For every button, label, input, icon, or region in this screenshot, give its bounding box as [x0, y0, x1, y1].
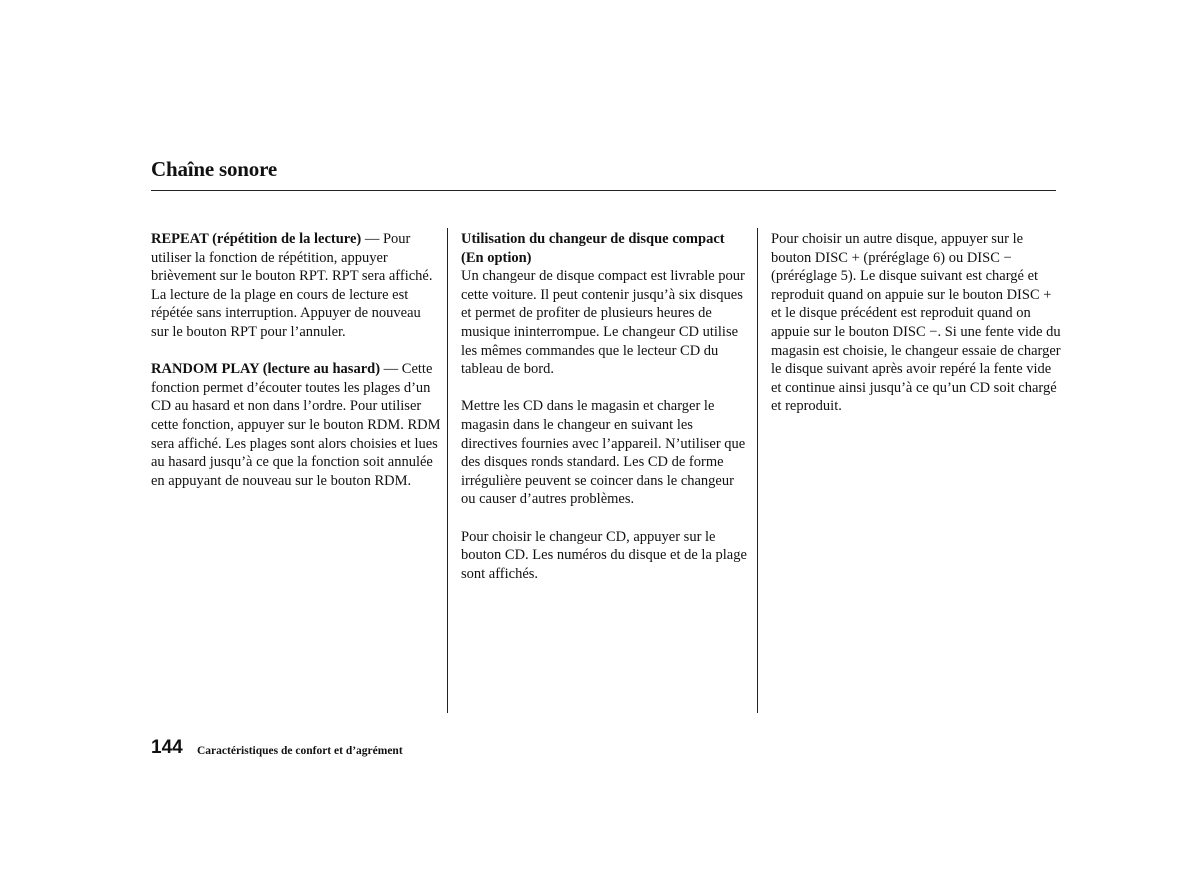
- random-play-paragraph: [151, 360, 441, 490]
- repeat-heading: REPEAT (répétition de la lecture): [151, 231, 362, 247]
- section-footer: Caractéristiques de confort et d’agrément: [197, 745, 403, 757]
- select-disc-paragraph: Pour choisir un autre disque, appuyer sur le bouton DISC + (préréglage 6) ou DISC − (préréglage 5). Le disque suivant est chargé et reproduit quand on appuie sur le bouton DISC + et le disque précédent est reproduit quand on appuie sur le bouton DISC −. Si une fente vide du magasin est choisie, le changeur essaie de charger le disque suivant après avoir repéré la fente vide et continue ainsi jusqu’à ce qu’un CD soit chargé et reproduit.: [771, 231, 1061, 415]
- cd-changer-intro: Un changeur de disque compact est livrable pour cette voiture. Il peut contenir jusqu’à six disques et permet de profiter de plusieurs heures de musique ininterrompue. Le changeur CD utilise les mêmes commandes que le lecteur CD du tableau de bord.: [461, 268, 745, 378]
- optional-label: (En option): [461, 249, 532, 266]
- select-changer-paragraph: Pour choisir le changeur CD, appuyer sur le bouton CD. Les numéros du disque et de la plage sont affichés.: [461, 528, 747, 582]
- cd-changer-heading: Utilisation du changeur de disque compact: [461, 231, 725, 247]
- repeat-text: — Pour utiliser la fonction de répétition, appuyer brièvement sur le bouton RPT. RPT sera affiché. La lecture de la plage en cours de lecture est répétée sans interruption. Appuyer de nouveau sur le bouton RPT pour l’annuler.: [151, 231, 433, 340]
- repeat-paragraph: [151, 230, 441, 342]
- column-2: [461, 230, 751, 602]
- column-1: [151, 230, 441, 509]
- random-play-heading: RANDOM PLAY (lecture au hasard): [151, 361, 381, 378]
- title-rule: [151, 190, 1056, 191]
- random-play-text: — Cette fonction permet d’écouter toutes les plages d’un CD au hasard et non dans l’ordre. Pour utiliser cette fonction, appuyer sur le bouton RDM. RDM sera affiché. Les plages sont alors choisies et lues au hasard jusqu’à ce que la fonction soit annulée en appuyant de nouveau sur le bouton RDM.: [151, 361, 441, 489]
- column-3: [771, 230, 1061, 435]
- page-title: Chaîne sonore: [151, 157, 277, 181]
- column-divider-2: [757, 228, 758, 713]
- cd-changer-section: [461, 230, 751, 379]
- column-divider-1: [447, 228, 448, 713]
- page-number: 144: [151, 737, 183, 758]
- magazine-paragraph: Mettre les CD dans le magasin et charger le magasin dans le changeur en suivant les directives fournies avec l’appareil. N’utiliser que des disques ronds standard. Les CD de forme irrégulière peuvent se coincer dans le changeur ou causer d’autres problèmes.: [461, 398, 746, 508]
